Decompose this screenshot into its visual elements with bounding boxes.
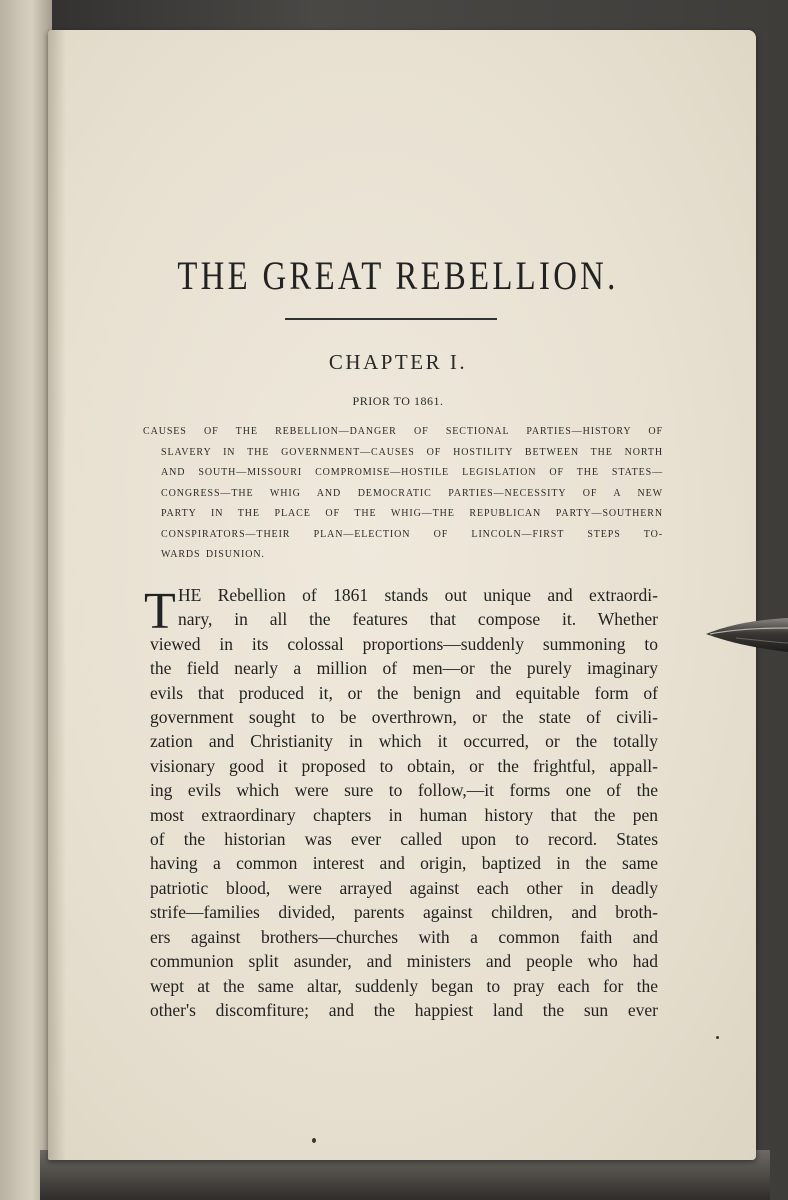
summary-line: AND SOUTH—MISSOURI COMPROMISE—HOSTILE LEGISLATION OF THE STATES— — [161, 467, 663, 478]
body-paragraph — [150, 583, 658, 1022]
body-line: visionary good it proposed to obtain, or the frightful, appall- — [150, 755, 658, 776]
summary-line: CONSPIRATORS—THEIR PLAN—ELECTION OF LINCOLN—FIRST STEPS TO- — [161, 528, 663, 540]
pen-nib-icon — [706, 612, 788, 658]
body-line: wept at the same altar, suddenly began to pray each for the — [150, 975, 658, 996]
chapter-heading: CHAPTER I. — [328, 350, 468, 374]
paper-speck — [716, 1036, 719, 1039]
summary-line: CONGRESS—THE WHIG AND DEMOCRATIC PARTIES—NECESSITY OF A NEW — [161, 487, 663, 499]
book-page — [48, 30, 756, 1160]
body-line: the field nearly a million of men—or the purely imaginary — [150, 658, 658, 679]
summary-line: SLAVERY IN THE GOVERNMENT—CAUSES OF HOSTILITY BETWEEN THE NORTH — [161, 446, 663, 458]
body-line: ers against brothers—churches with a common faith and — [150, 926, 658, 947]
body-line: evils that produced it, or the benign and equitable form of — [150, 682, 658, 703]
body-line: having a common interest and origin, baptized in the same — [150, 853, 658, 874]
body-line: strife—families divided, parents against children, and broth- — [150, 902, 658, 923]
paper-speck — [312, 1138, 316, 1143]
body-line: other's discomfiture; and the happiest land the sun ever — [150, 999, 658, 1020]
body-line: of the historian was ever called upon to record. States — [150, 829, 658, 850]
previous-page-edge — [0, 0, 52, 1200]
body-line: patriotic blood, were arrayed against each other in deadly — [150, 877, 658, 898]
page-gutter-shadow — [48, 30, 66, 1160]
summary-line: WARDS DISUNION. — [161, 549, 265, 560]
body-line: most extraordinary chapters in human history that the pen — [150, 804, 658, 825]
body-line: zation and Christianity in which it occurred, or the totally — [150, 731, 658, 752]
book-title: THE GREAT REBELLION. — [177, 253, 619, 298]
body-line: communion split asunder, and ministers and people who had — [150, 951, 658, 972]
chapter-date: PRIOR TO 1861. — [352, 394, 444, 408]
drop-cap: T — [144, 583, 176, 640]
summary-line: PARTY IN THE PLACE OF THE WHIG—THE REPUBLICAN PARTY—SOUTHERN — [161, 508, 663, 519]
summary-line: CAUSES OF THE REBELLION—DANGER OF SECTIONAL PARTIES—HISTORY OF — [143, 426, 663, 437]
title-rule — [285, 318, 497, 320]
chapter-summary — [143, 422, 663, 566]
body-line: HE Rebellion of 1861 stands out unique and extraordi- — [178, 585, 658, 605]
body-line: viewed in its colossal proportions—suddenly summoning to — [150, 633, 658, 654]
body-line: nary, in all the features that compose it. Whether — [178, 609, 658, 630]
body-line: ing evils which were sure to follow,—it forms one of the — [150, 780, 658, 801]
body-line: government sought to be overthrown, or the state of civili- — [150, 707, 658, 728]
